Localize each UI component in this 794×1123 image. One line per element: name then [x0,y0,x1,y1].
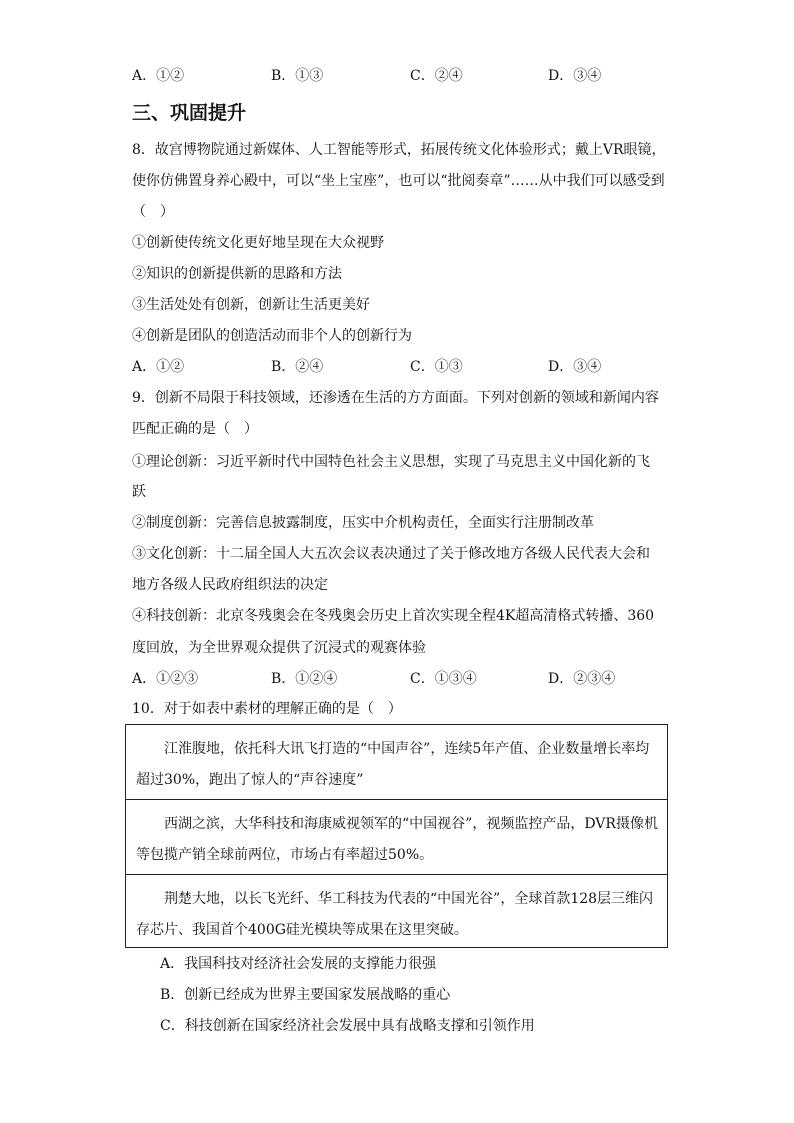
q8-item: ③生活处处有创新，创新让生活更美好 [132,297,370,313]
option-b[interactable]: B．①③ [271,68,324,84]
q8-stem-line: 8．故宫博物院通过新媒体、人工智能等形式，拓展传统文化体验形式；戴上VR眼镜， [132,142,666,158]
option-c[interactable]: C．②④ [410,68,463,84]
option-a[interactable]: A．①② [132,359,185,375]
table-row [126,725,667,800]
option-c[interactable]: C．①③ [410,359,463,375]
option-a[interactable]: A．①② [132,68,185,84]
previous-question-options [132,66,692,86]
q9-item-line: ④科技创新：北京冬残奥会在冬残奥会历史上首次实现全程4K超高清格式转播、360 [132,608,655,624]
table-row [126,875,667,947]
section-title: 三、巩固提升 [132,102,247,124]
option-d[interactable]: D．③④ [548,359,602,375]
q8-stem-line: 使你仿佛置身养心殿中，可以“坐上宝座”，也可以“批阅奏章”……从中我们可以感受到 [132,173,665,189]
option-b[interactable]: B．②④ [271,359,324,375]
table-cell-text: 荆楚大地，以长飞光纤、华工科技为代表的“中国光谷”，全球首款128层三维闪存芯片、我国首个400G硅光模块等成果在这里突破。 [136,891,654,938]
option-c[interactable]: C．①③④ [410,671,477,687]
q9-stem-line: 匹配正确的是（ ） [132,421,258,437]
table-row [126,800,667,875]
option-b[interactable]: B．创新已经成为世界主要国家发展战略的重心 [160,987,451,1003]
q9-item-line: ③文化创新：十二届全国人大五次会议表决通过了关于修改地方各级人民代表大会和 [132,546,650,562]
option-d[interactable]: D．②③④ [548,671,616,687]
option-a[interactable]: A．①②③ [132,671,199,687]
option-b[interactable]: B．①②④ [271,671,338,687]
q9-item-line: ②制度创新：完善信息披露制度，压实中介机构责任，全面实行注册制改革 [132,515,594,531]
q9-item-line: 跃 [132,484,146,500]
q8-item: ④创新是团队的创造活动而非个人的创新行为 [132,328,412,344]
q9-item-line: 地方各级人民政府组织法的决定 [132,577,328,593]
q10-stem: 10．对于如表中素材的理解正确的是（ ） [132,701,402,717]
table-cell-text: 江淮腹地，依托科大讯飞打造的“中国声谷”，连续5年产值、企业数量增长率均超过30%，跑出了惊人的“声谷速度” [136,741,650,788]
q8-item: ②知识的创新提供新的思路和方法 [132,266,342,282]
table-cell-text: 西湖之滨，大华科技和海康威视领军的“中国视谷”，视频监控产品，DVR摄像机等包揽产销全球前两位，市场占有率超过50%。 [136,816,658,863]
q8-options [132,357,692,377]
q8-stem-line: （ ） [132,204,174,220]
q9-item-line: 度回放，为全世界观众提供了沉浸式的观赛体验 [132,640,426,656]
option-c[interactable]: C．科技创新在国家经济社会发展中具有战略支撑和引领作用 [160,1018,535,1034]
q9-options [132,669,692,689]
option-d[interactable]: D．③④ [548,68,602,84]
option-a[interactable]: A．我国科技对经济社会发展的支撑能力很强 [160,956,437,972]
q9-stem-line: 9．创新不局限于科技领域，还渗透在生活的方方面面。下列对创新的领域和新闻内容 [132,390,659,406]
q8-item: ①创新使传统文化更好地呈现在大众视野 [132,235,384,251]
q9-item-line: ①理论创新：习近平新时代中国特色社会主义思想，实现了马克思主义中国化新的飞 [132,454,650,470]
material-table [125,724,668,948]
